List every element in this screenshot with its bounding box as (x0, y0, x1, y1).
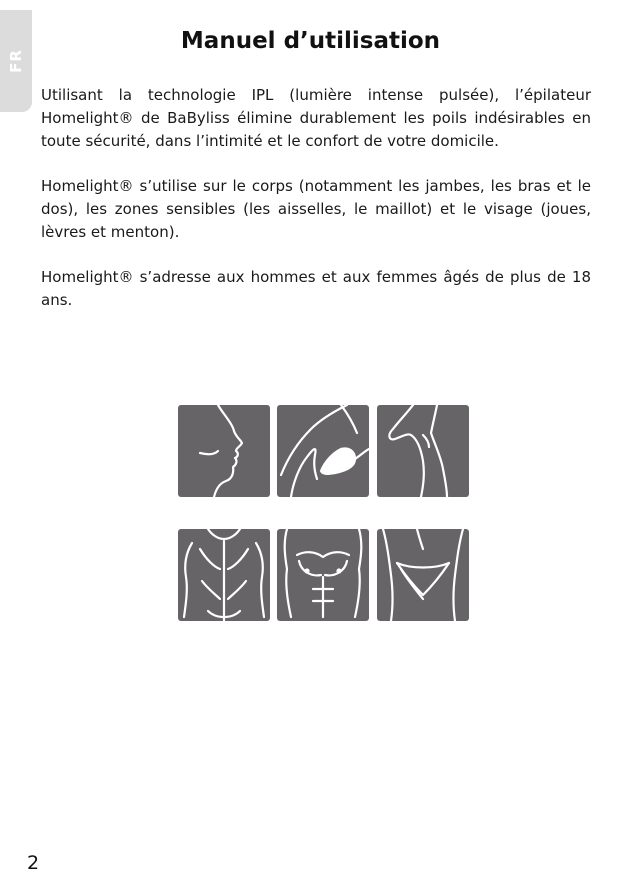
page-title: Manuel d’utilisation (180, 28, 441, 54)
chest-icon (277, 529, 369, 621)
intro-text (41, 84, 591, 334)
face-profile-icon (178, 405, 270, 497)
paragraph-technology: Utilisant la technologie IPL (lumière intense pulsée), l’épilateur Homelight® de BaByliss élimine durablement les poils indésirables en toute sécurité, dans l’intimité et le confort de votre domicile. (41, 86, 591, 150)
bikini-area-icon (377, 529, 469, 621)
paragraph-usage-areas: Homelight® s’utilise sur le corps (notamment les jambes, les bras et le dos), les zones sensibles (les aisselles, le maillot) et le visage (joues, lèvres et menton). (41, 177, 591, 241)
paragraph-audience: Homelight® s’adresse aux hommes et aux femmes âgés de plus de 18 ans. (41, 268, 591, 309)
language-tab (0, 10, 32, 112)
back-icon (178, 529, 270, 621)
page-number: 2 (27, 852, 40, 874)
language-tab-label: FR (7, 49, 25, 73)
woman-body-icon (377, 405, 469, 497)
armpit-icon (277, 405, 369, 497)
